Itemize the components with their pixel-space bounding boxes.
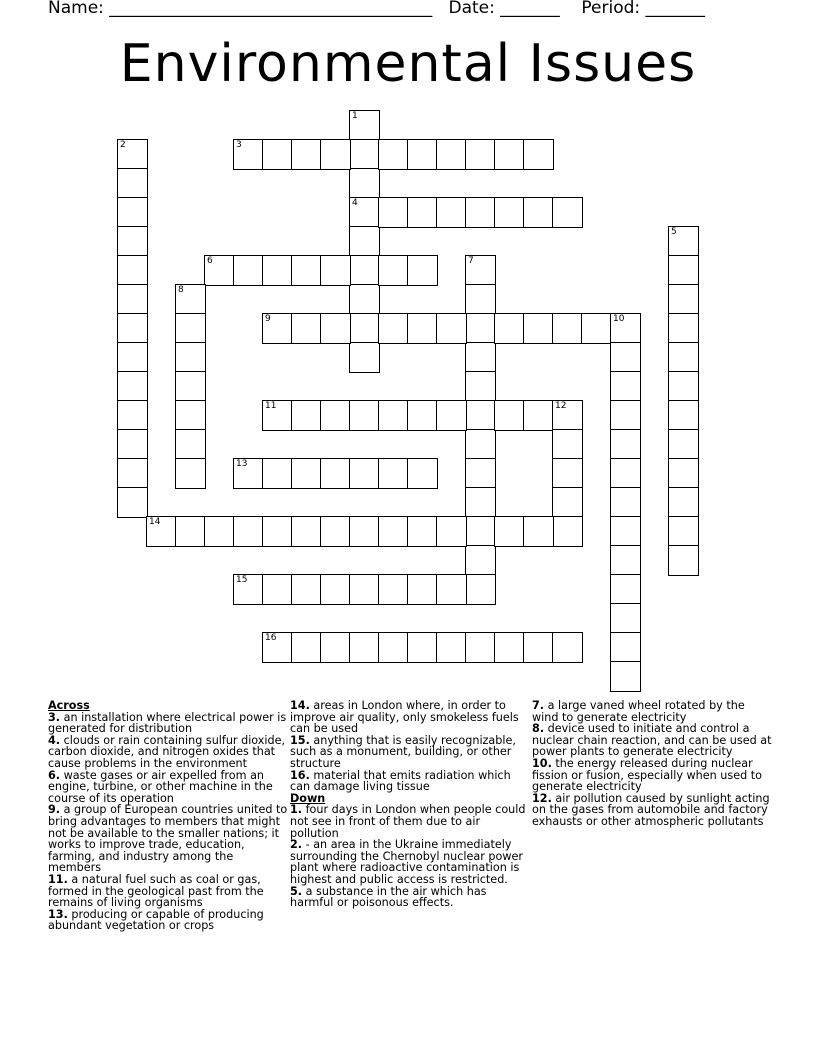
grid-cell[interactable] (407, 632, 438, 663)
grid-cell[interactable] (552, 632, 583, 663)
grid-cell[interactable] (552, 458, 583, 489)
grid-cell[interactable] (523, 400, 554, 431)
grid-cell[interactable] (146, 516, 177, 547)
clue-text: the energy released during nuclear fission or fusion, especially when used to generate electricity (532, 756, 762, 794)
clue-text: producing or capable of producing abundant vegetation or crops (48, 907, 264, 933)
grid-cell[interactable] (465, 284, 496, 315)
grid-cell[interactable] (465, 487, 496, 518)
grid-cell[interactable] (320, 255, 351, 286)
grid-cell[interactable] (610, 574, 641, 605)
grid-cell[interactable] (407, 458, 438, 489)
grid-cell[interactable] (668, 429, 699, 460)
grid-cell[interactable] (523, 313, 554, 344)
clue-item (290, 804, 530, 839)
page-title: Environmental Issues (119, 34, 697, 94)
clue-text: areas in London where, in order to improve air quality, only smokeless fuels can be used (290, 699, 519, 736)
clue-item (48, 735, 288, 770)
grid-cell[interactable] (378, 139, 409, 170)
grid-cell[interactable] (349, 197, 380, 228)
clue-text: clouds or rain containing sulfur dioxide, carbon dioxide, and nitrogen oxides that cause problems in the environment (48, 733, 286, 770)
clue-number: 15. (290, 733, 310, 747)
grid-cell[interactable] (233, 516, 264, 547)
clue-number: 8. (532, 722, 545, 736)
grid-cell[interactable] (233, 255, 264, 286)
grid-cell[interactable] (262, 255, 293, 286)
clue-text: a large vaned wheel rotated by the wind to generate electricity (532, 699, 745, 724)
grid-cell[interactable] (523, 632, 554, 663)
clue-item (290, 770, 530, 793)
grid-cell[interactable] (407, 400, 438, 431)
clue-text: an installation where electrical power is generated for distribution (48, 710, 287, 736)
grid-cell[interactable] (262, 458, 293, 489)
grid-cell[interactable] (668, 400, 699, 431)
grid-cell[interactable] (668, 371, 699, 402)
grid-cell[interactable] (117, 342, 148, 373)
grid-cell[interactable] (233, 574, 264, 605)
grid-cell[interactable] (233, 139, 264, 170)
clue-number: 16 (265, 633, 277, 643)
clue-item (48, 804, 288, 874)
grid-cell[interactable] (436, 400, 467, 431)
grid-cell[interactable] (407, 255, 438, 286)
clue-number: 14 (149, 517, 161, 527)
grid-cell[interactable] (668, 342, 699, 373)
clue-number: 6. (48, 768, 61, 782)
clues-column-2 (290, 700, 530, 909)
grid-cell[interactable] (291, 139, 322, 170)
grid-cell[interactable] (552, 400, 583, 431)
grid-cell[interactable] (610, 429, 641, 460)
grid-cell[interactable] (668, 284, 699, 315)
grid-cell[interactable] (378, 516, 409, 547)
grid-cell[interactable] (349, 313, 380, 344)
clue-item (48, 909, 288, 932)
clue-number: 12. (532, 791, 552, 805)
clue-number: 9 (265, 314, 271, 324)
grid-cell[interactable] (349, 342, 380, 373)
grid-cell[interactable] (349, 632, 380, 663)
grid-cell[interactable] (175, 400, 206, 431)
clue-text: waste gases or air expelled from an engine, turbine, or other machine in the course of its operation (48, 768, 273, 805)
grid-cell[interactable] (117, 429, 148, 460)
grid-cell[interactable] (349, 284, 380, 315)
grid-cell[interactable] (349, 139, 380, 170)
clue-item (532, 758, 772, 793)
grid-cell[interactable] (378, 632, 409, 663)
grid-cell[interactable] (204, 516, 235, 547)
grid-cell[interactable] (175, 458, 206, 489)
grid-cell[interactable] (291, 313, 322, 344)
grid-cell[interactable] (668, 226, 699, 257)
grid-cell[interactable] (349, 168, 380, 199)
clue-number: 2. (290, 838, 303, 852)
clue-number: 1. (290, 803, 303, 817)
grid-cell[interactable] (349, 516, 380, 547)
clue-item (48, 770, 288, 805)
grid-cell[interactable] (668, 313, 699, 344)
clue-text: a group of European countries united to bring advantages to members that might not be available to the smaller nations; it works to improve trade, education, farming, and industry among the members (48, 803, 288, 875)
clue-item (532, 700, 772, 723)
grid-cell[interactable] (552, 516, 583, 547)
across-heading: Across (48, 699, 90, 712)
grid-cell[interactable] (349, 574, 380, 605)
grid-cell[interactable] (407, 516, 438, 547)
grid-cell[interactable] (494, 400, 525, 431)
header-line: Name: ______________________________________ Date: _______ Period: _______ (48, 0, 706, 18)
grid-cell[interactable] (117, 284, 148, 315)
grid-cell[interactable] (494, 313, 525, 344)
grid-cell[interactable] (668, 255, 699, 286)
grid-cell[interactable] (494, 516, 525, 547)
grid-cell[interactable] (291, 400, 322, 431)
grid-cell[interactable] (610, 371, 641, 402)
grid-cell[interactable] (349, 458, 380, 489)
grid-cell[interactable] (117, 168, 148, 199)
grid-cell[interactable] (407, 313, 438, 344)
clue-text: material that emits radiation which can damage living tissue (290, 768, 511, 794)
clue-number: 7. (532, 699, 545, 712)
grid-cell[interactable] (378, 458, 409, 489)
grid-cell[interactable] (378, 313, 409, 344)
grid-cell[interactable] (378, 400, 409, 431)
clue-number: 5 (671, 227, 677, 237)
grid-cell[interactable] (204, 255, 235, 286)
grid-cell[interactable] (610, 400, 641, 431)
grid-cell[interactable] (349, 110, 380, 141)
grid-cell[interactable] (262, 574, 293, 605)
grid-cell[interactable] (610, 458, 641, 489)
grid-cell[interactable] (349, 255, 380, 286)
grid-cell[interactable] (436, 516, 467, 547)
grid-cell[interactable] (668, 516, 699, 547)
clue-item (48, 874, 288, 909)
grid-cell[interactable] (465, 400, 496, 431)
grid-cell[interactable] (262, 313, 293, 344)
grid-cell[interactable] (465, 545, 496, 576)
grid-cell[interactable] (523, 197, 554, 228)
grid-cell[interactable] (262, 632, 293, 663)
grid-cell[interactable] (407, 197, 438, 228)
clue-number: 13 (236, 459, 248, 469)
grid-cell[interactable] (465, 313, 496, 344)
clue-text: device used to initiate and control a nuclear chain reaction, and can be used at power plants to generate electricity (532, 722, 772, 759)
grid-cell[interactable] (668, 545, 699, 576)
down-heading: Down (290, 791, 326, 805)
clue-number: 12 (555, 401, 567, 411)
clue-number: 15 (236, 575, 248, 585)
grid-cell[interactable] (610, 342, 641, 373)
clue-number: 1 (352, 111, 358, 121)
grid-cell[interactable] (117, 400, 148, 431)
clue-number: 9. (48, 803, 61, 817)
grid-cell[interactable] (378, 574, 409, 605)
grid-cell[interactable] (523, 516, 554, 547)
clue-number: 10 (613, 314, 625, 324)
grid-cell[interactable] (668, 487, 699, 518)
grid-cell[interactable] (494, 139, 525, 170)
clue-number: 2 (120, 140, 126, 150)
grid-cell[interactable] (320, 632, 351, 663)
clue-item (532, 793, 772, 828)
grid-cell[interactable] (436, 197, 467, 228)
clue-item (48, 712, 288, 735)
grid-cell[interactable] (465, 632, 496, 663)
clue-text: - an area in the Ukraine immediately surrounding the Chernobyl nuclear power plant where radioactive contamination is highest and public access is restricted. (290, 838, 523, 886)
clue-text: four days in London when people could not see in front of them due to air pollution (290, 803, 526, 840)
grid-cell[interactable] (436, 632, 467, 663)
clues-column-1 (48, 700, 288, 932)
grid-cell[interactable] (117, 226, 148, 257)
grid-cell[interactable] (175, 429, 206, 460)
grid-cell[interactable] (291, 458, 322, 489)
grid-cell[interactable] (465, 458, 496, 489)
clue-number: 3 (236, 140, 242, 150)
grid-cell[interactable] (581, 313, 612, 344)
grid-cell[interactable] (610, 661, 641, 692)
grid-cell[interactable] (320, 516, 351, 547)
grid-cell[interactable] (117, 458, 148, 489)
grid-cell[interactable] (320, 400, 351, 431)
grid-cell[interactable] (465, 371, 496, 402)
grid-cell[interactable] (465, 255, 496, 286)
clue-number: 3. (48, 710, 61, 724)
grid-cell[interactable] (117, 371, 148, 402)
grid-cell[interactable] (262, 400, 293, 431)
clue-number: 4. (48, 733, 61, 747)
grid-cell[interactable] (436, 574, 467, 605)
clue-item (290, 839, 530, 885)
grid-cell[interactable] (610, 632, 641, 663)
clue-number: 10. (532, 756, 552, 770)
grid-cell[interactable] (494, 197, 525, 228)
grid-cell[interactable] (349, 400, 380, 431)
grid-cell[interactable] (668, 458, 699, 489)
grid-cell[interactable] (610, 487, 641, 518)
grid-cell[interactable] (291, 632, 322, 663)
clue-number: 5. (290, 884, 303, 898)
grid-cell[interactable] (610, 603, 641, 634)
grid-cell[interactable] (117, 197, 148, 228)
clue-number: 8 (178, 285, 184, 295)
grid-cell[interactable] (175, 516, 206, 547)
grid-cell[interactable] (175, 371, 206, 402)
clue-number: 6 (207, 256, 213, 266)
grid-cell[interactable] (117, 255, 148, 286)
grid-cell[interactable] (320, 139, 351, 170)
clue-number: 7 (468, 256, 474, 266)
grid-cell[interactable] (262, 516, 293, 547)
grid-cell[interactable] (349, 226, 380, 257)
grid-cell[interactable] (552, 487, 583, 518)
grid-cell[interactable] (465, 429, 496, 460)
clue-text: a natural fuel such as coal or gas, formed in the geological past from the remains of living organisms (48, 872, 264, 910)
grid-cell[interactable] (465, 197, 496, 228)
grid-cell[interactable] (378, 255, 409, 286)
grid-cell[interactable] (610, 313, 641, 344)
grid-cell[interactable] (610, 516, 641, 547)
clues-column-3 (532, 700, 772, 828)
grid-cell[interactable] (117, 487, 148, 518)
grid-cell[interactable] (320, 574, 351, 605)
clue-item (290, 700, 530, 735)
grid-cell[interactable] (175, 313, 206, 344)
clue-item (290, 735, 530, 770)
clue-number: 4 (352, 198, 358, 208)
grid-cell[interactable] (436, 313, 467, 344)
clue-number: 11. (48, 872, 68, 886)
clue-text: a substance in the air which has harmful or poisonous effects. (290, 884, 487, 910)
grid-cell[interactable] (552, 429, 583, 460)
grid-cell[interactable] (407, 139, 438, 170)
grid-cell[interactable] (291, 516, 322, 547)
grid-cell[interactable] (610, 545, 641, 576)
grid-cell[interactable] (407, 574, 438, 605)
grid-cell[interactable] (320, 313, 351, 344)
clue-text: anything that is easily recognizable, such as a monument, building, or other structure (290, 733, 516, 770)
grid-cell[interactable] (494, 632, 525, 663)
clue-text: air pollution caused by sunlight acting on the gases from automobile and factory exhausts or other atmospheric pollutants (532, 791, 770, 828)
clue-item (532, 723, 772, 758)
grid-cell[interactable] (117, 313, 148, 344)
grid-cell[interactable] (552, 313, 583, 344)
grid-cell[interactable] (465, 574, 496, 605)
grid-cell[interactable] (552, 197, 583, 228)
grid-cell[interactable] (291, 574, 322, 605)
grid-cell[interactable] (175, 284, 206, 315)
grid-cell[interactable] (175, 342, 206, 373)
grid-cell[interactable] (465, 516, 496, 547)
grid-cell[interactable] (465, 342, 496, 373)
grid-cell[interactable] (436, 139, 467, 170)
grid-cell[interactable] (117, 139, 148, 170)
grid-cell[interactable] (523, 139, 554, 170)
clue-item (290, 886, 530, 909)
clue-number: 13. (48, 907, 68, 921)
grid-cell[interactable] (320, 458, 351, 489)
clue-number: 11 (265, 401, 277, 411)
clue-number: 16. (290, 768, 310, 782)
grid-cell[interactable] (262, 139, 293, 170)
grid-cell[interactable] (233, 458, 264, 489)
grid-cell[interactable] (378, 197, 409, 228)
grid-cell[interactable] (291, 255, 322, 286)
grid-cell[interactable] (465, 139, 496, 170)
clue-number: 14. (290, 699, 310, 712)
